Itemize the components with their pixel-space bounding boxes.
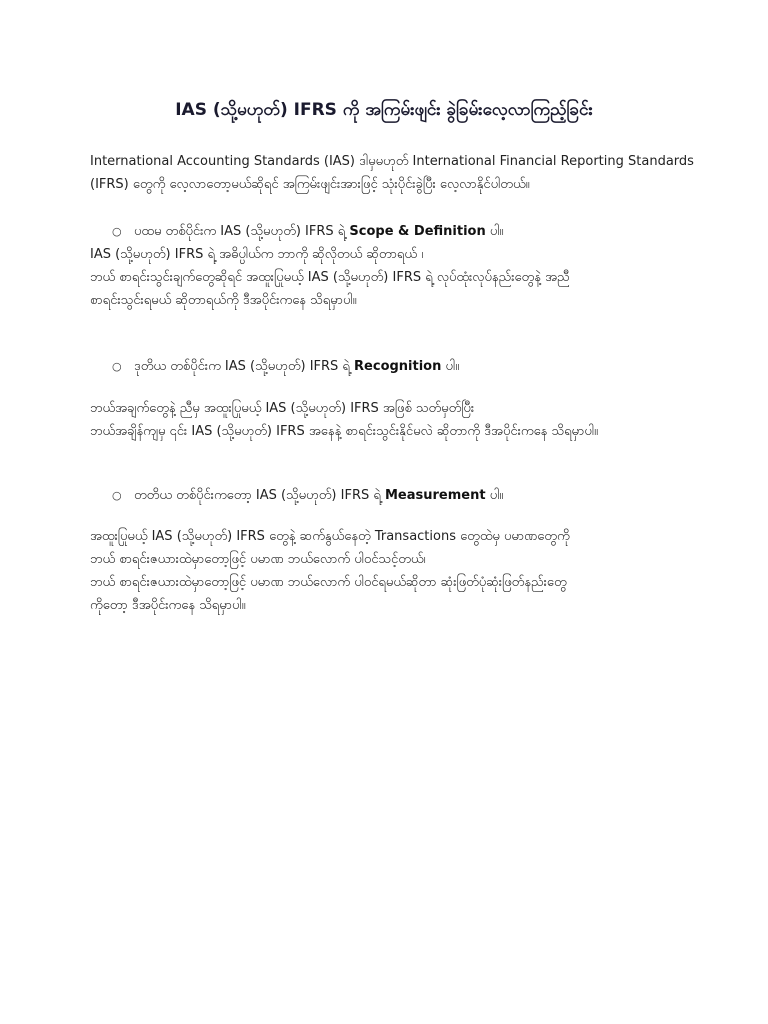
heading-bold-term: Recognition: [354, 359, 442, 374]
section-heading-scope: [112, 220, 672, 243]
body-line: ဘယ် စာရင်းသွင်းချက်တွေဆိုရင် အထူးပြုမယ့် IAS (သို့မဟုတ်) IFRS ရဲ့ လုပ်ထုံးလုပ်နည်းတွေနဲ့ အညီ: [90, 270, 570, 285]
body-line: ကိုတော့ ဒီအပိုင်းကနေ သိရမှာပါ။: [90, 598, 246, 613]
bullet-icon: ○: [112, 225, 122, 238]
body-line: ဘယ်အချက်တွေနဲ့ ညီမှ အထူးပြုမယ့် IAS (သို့မဟုတ်) IFRS အဖြစ် သတ်မှတ်ပြီး: [90, 401, 475, 416]
heading-prefix: ပထမ တစ်ပိုင်းက IAS (သို့မဟုတ်) IFRS ရဲ့: [134, 224, 346, 239]
section-body-scope: [90, 243, 680, 312]
intro-line: (IFRS) တွေကို လေ့လာတော့မယ်ဆိုရင် အကြမ်းဖျင်းအားဖြင့် သုံးပိုင်းခွဲပြီး လေ့လာနိုင်ပါတယ်။: [90, 177, 530, 192]
section-body-measurement: [90, 525, 680, 617]
body-line: ဘယ် စာရင်းဇယားထဲမှာတော့ဖြင့် ပမာဏ ဘယ်လောက် ပါဝင်သင့်တယ်၊: [90, 552, 426, 567]
section-body-recognition: [90, 397, 680, 443]
bullet-icon: ○: [112, 489, 122, 502]
section-heading-measurement: [112, 484, 672, 507]
body-line: ဘယ် စာရင်းဇယားထဲမှာတော့ဖြင့် ပမာဏ ဘယ်လောက် ပါဝင်ရမယ်ဆိုတာ ဆုံးဖြတ်ပုံဆုံးဖြတ်နည်းတွေ: [90, 575, 567, 590]
heading-suffix: ပါ။: [445, 359, 460, 374]
heading-suffix: ပါ။: [489, 224, 504, 239]
heading-bold-term: Measurement: [384, 488, 486, 503]
bullet-icon: ○: [112, 360, 122, 373]
heading-suffix: ပါ။: [489, 488, 504, 503]
section-heading-recognition: [112, 355, 672, 378]
intro-paragraph: [90, 150, 694, 196]
body-line: IAS (သို့မဟုတ်) IFRS ရဲ့ အဓိပ္ပါယ်က ဘာကို ဆိုလိုတယ် ဆိုတာရယ် ၊: [90, 247, 424, 262]
heading-prefix: ဒုတိယ တစ်ပိုင်းက IAS (သို့မဟုတ်) IFRS ရဲ့: [134, 359, 350, 374]
page-title: IAS (သို့မဟုတ်) IFRS ကို အကြမ်းဖျင်း ခွဲခြမ်းလေ့လာကြည့်ခြင်း: [175, 100, 593, 120]
heading-bold-term: Scope & Definition: [349, 224, 486, 239]
body-line: ဘယ်အချိန်ကျမှ ၎င်း IAS (သို့မဟုတ်) IFRS အနေနဲ့ စာရင်းသွင်းနိုင်မလဲ ဆိုတာကို ဒီအပိုင်းကနေ သိရမှာပါ။: [90, 424, 598, 439]
body-line: စာရင်းသွင်းရမယ် ဆိုတာရယ်ကို ဒီအပိုင်းကနေ သိရမှာပါ။: [90, 293, 357, 308]
intro-line: International Accounting Standards (IAS) ဒါမှမဟုတ် International Financial Reporting Standards: [90, 154, 694, 169]
heading-prefix: တတိယ တစ်ပိုင်းကတော့ IAS (သို့မဟုတ်) IFRS ရဲ့: [134, 488, 381, 503]
body-line: အထူးပြုမယ့် IAS (သို့မဟုတ်) IFRS တွေနဲ့ ဆက်နွယ်နေတဲ့ Transactions တွေထဲမှ ပမာဏတွေကို: [90, 529, 570, 544]
